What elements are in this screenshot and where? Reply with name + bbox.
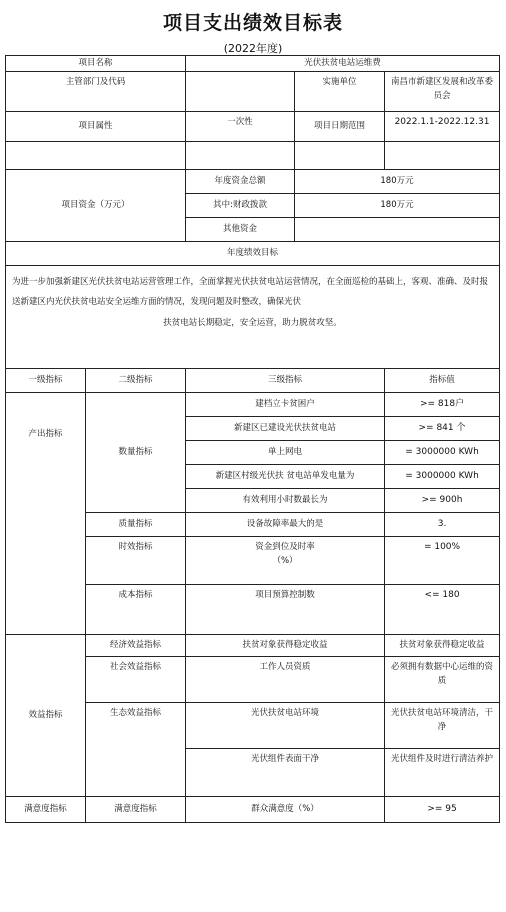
q-name-0: 建档立卡贫困户: [186, 393, 385, 417]
eco-value-2: 光伏组件及时进行清洁养护: [385, 749, 500, 797]
fund-other-label: 其他资金: [186, 218, 295, 242]
econ-value: 扶贫对象获得稳定收益: [385, 635, 500, 657]
h-value: 指标值: [385, 369, 500, 393]
q-name-1: 新建区已建设光伏扶贫电站: [186, 417, 385, 441]
eco-name-1: 光伏扶贫电站环境: [186, 703, 385, 749]
fund-total-label: 年度资金总额: [186, 170, 295, 194]
time-name: 资金到位及时率: [255, 542, 315, 552]
output-label: 产出指标: [6, 393, 86, 635]
attr-label: 项目属性: [6, 112, 186, 142]
satisfaction-label: 满意度指标: [6, 797, 86, 823]
h-level2: 二级指标: [86, 369, 186, 393]
eco-name-2: 光伏组件表面干净: [186, 749, 385, 797]
blank-left: [6, 142, 186, 170]
q-value-3: = 3000000 KWh: [385, 465, 500, 489]
h-level1: 一级指标: [6, 369, 86, 393]
performance-table: [5, 55, 500, 823]
social-name: 工作人员资质: [186, 657, 385, 703]
q-name-3: 新建区村级光伏扶 贫电站单发电量为: [186, 465, 385, 489]
fund-fiscal-label: 其中:财政拨款: [186, 194, 295, 218]
time-label: 时效指标: [86, 537, 186, 585]
sat-value: >= 95: [385, 797, 500, 823]
blank-mid: [186, 142, 295, 170]
quality-label: 质量指标: [86, 513, 186, 537]
goal-text-tail: 扶贫电站长期稳定，安全运营，助力脱贫攻坚。: [163, 317, 342, 328]
quantity-label: 数量指标: [86, 393, 186, 513]
cost-value: <= 180: [385, 585, 500, 635]
q-value-0: >= 818户: [385, 393, 500, 417]
dept-label: 主管部门及代码: [6, 72, 186, 112]
quality-value: 3.: [385, 513, 500, 537]
eco-value-1: 光伏扶贫电站环境清洁，干净: [385, 703, 500, 749]
fund-label: 项目资金（万元）: [6, 170, 186, 242]
impl-label: 实施单位: [295, 72, 385, 112]
fund-other-value: [295, 218, 500, 242]
h-level3: 三级指标: [186, 369, 385, 393]
project-name-label: 项目名称: [6, 56, 186, 72]
benefit-label: 效益指标: [6, 635, 86, 797]
q-value-1: >= 841 个: [385, 417, 500, 441]
econ-label: 经济效益指标: [86, 635, 186, 657]
social-value: 必须拥有数据中心运维的资质: [385, 657, 500, 703]
cost-name: 项目预算控制数: [186, 585, 385, 635]
time-unit: （%）: [272, 556, 298, 567]
time-value: = 100%: [385, 537, 500, 585]
satisfaction-label-2: 满意度指标: [86, 797, 186, 823]
eco-label: 生态效益指标: [86, 703, 186, 797]
sat-name: 群众满意度（%）: [186, 797, 385, 823]
page-title: 项目支出绩效目标表: [162, 12, 343, 34]
goal-text: [6, 266, 500, 369]
cost-label: 成本指标: [86, 585, 186, 635]
year-label: (2022年度): [223, 42, 283, 55]
blank-r1: [295, 142, 385, 170]
q-value-4: >= 900h: [385, 489, 500, 513]
dept-value: [186, 72, 295, 112]
q-value-2: = 3000000 KWh: [385, 441, 500, 465]
quality-name: 设备故障率最大的是: [186, 513, 385, 537]
attr-value: 一次性: [186, 112, 295, 142]
fund-total-value: 180万元: [295, 170, 500, 194]
project-name-value: 光伏扶贫电站运维费: [186, 56, 500, 72]
q-name-4: 有效利用小时数最长为: [186, 489, 385, 513]
time-name-cell: [186, 537, 385, 585]
fund-fiscal-value: 180万元: [295, 194, 500, 218]
goal-text-body: 为进一步加强新建区光伏扶贫电站运营管理工作，全面掌握光伏扶贫电站运营情况，在全面巡检的基础上，客观、准确、及时报送新建区内光伏扶贫电站安全运维方面的情况，发现问题及时整改，确保光伏: [12, 277, 489, 308]
social-label: 社会效益指标: [86, 657, 186, 703]
goal-header: 年度绩效目标: [6, 242, 500, 266]
impl-value: 南昌市新建区发展和改革委员会: [385, 72, 500, 112]
q-name-2: 单上网电: [186, 441, 385, 465]
period-value: 2022.1.1-2022.12.31: [385, 112, 500, 142]
blank-r2: [385, 142, 500, 170]
period-label: 项目日期范围: [295, 112, 385, 142]
econ-name: 扶贫对象获得稳定收益: [186, 635, 385, 657]
